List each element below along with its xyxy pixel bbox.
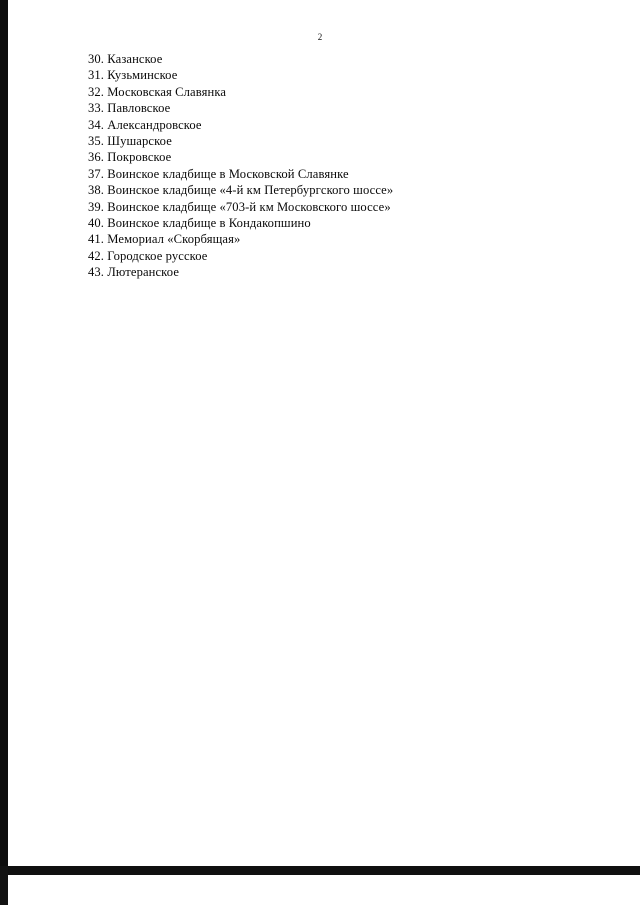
list-item: 42. Городское русское: [88, 248, 208, 263]
list-item: 41. Мемориал «Скорбящая»: [88, 232, 241, 247]
list-item: 32. Московская Славянка: [88, 84, 227, 99]
list-item: 34. Александровское: [88, 117, 202, 132]
scan-edge-bottom-left: [0, 866, 8, 905]
page-number: 2: [317, 32, 323, 42]
list-item: 33. Павловское: [88, 101, 171, 116]
scan-edge-bottom: [0, 866, 640, 875]
list-item: 39. Воинское кладбище «703-й км Московского шоссе»: [88, 199, 391, 214]
list-item: 30. Казанское: [88, 52, 163, 66]
numbered-list: [88, 51, 608, 281]
list-item: 37. Воинское кладбище в Московской Славянке: [88, 166, 349, 181]
list-item: 40. Воинское кладбище в Кондакопшино: [88, 216, 311, 231]
scan-edge-left: [0, 0, 8, 875]
list-item: 36. Покровское: [88, 150, 172, 165]
list-item: 35. Шушарское: [88, 134, 172, 149]
list-item: 43. Лютеранское: [88, 265, 180, 280]
list-item: 38. Воинское кладбище «4-й км Петербургского шоссе»: [88, 183, 394, 198]
list-item: 31. Кузьминское: [88, 68, 178, 83]
